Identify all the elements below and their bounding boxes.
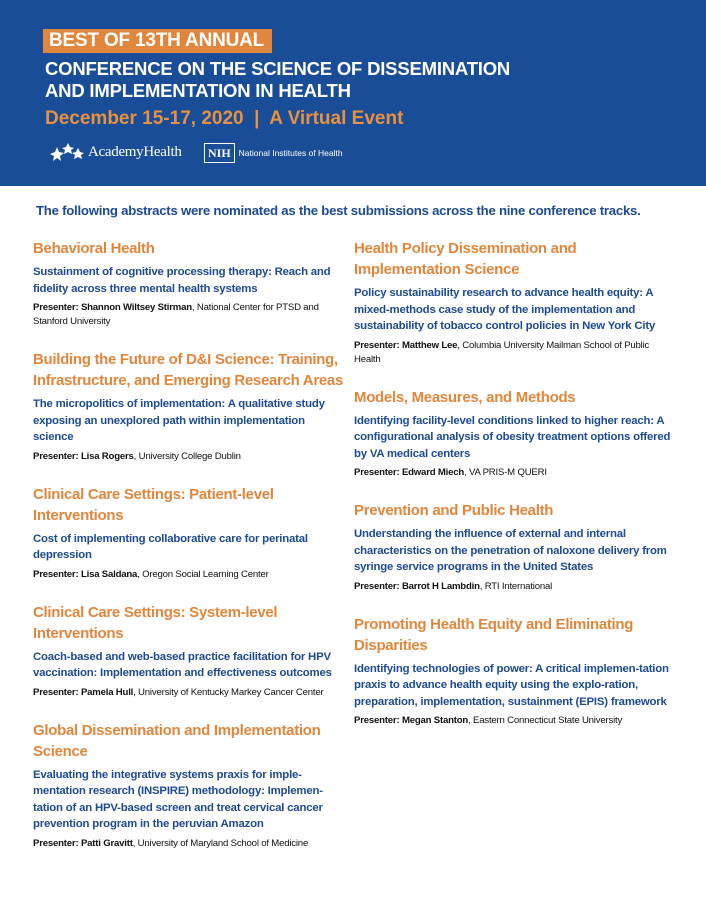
track-clinical-system-level xyxy=(33,602,343,700)
presenter-label: Presenter: xyxy=(33,686,79,698)
presenter-affiliation: , Oregon Social Learning Center xyxy=(137,568,269,580)
presenter-affiliation: , University of Maryland School of Medicine xyxy=(132,837,309,849)
presenter-affiliation: , University College Dublin xyxy=(133,450,241,462)
presenter-affiliation: , University of Kentucky Markey Cancer Center xyxy=(133,686,324,698)
presenter-name: Edward Miech xyxy=(401,467,465,478)
abstract-title: Cost of implementing collaborative care for perinatal depression xyxy=(33,532,308,561)
track-title: Building the Future of D&I Science: Training, Infrastructure, and Emerging Research Areas xyxy=(33,351,343,389)
right-column xyxy=(354,238,674,748)
track-future-di-science xyxy=(33,349,343,464)
intro-text: The following abstracts were nominated as the best submissions across the nine conference tracks. xyxy=(36,203,641,218)
presenter-line xyxy=(354,714,674,728)
presenter-line xyxy=(33,450,343,464)
presenter-name: Megan Stanton xyxy=(401,715,469,726)
presenter-label: Presenter: xyxy=(354,339,400,351)
track-prevention-public-health xyxy=(354,500,674,594)
presenter-line xyxy=(354,580,674,594)
abstract-title: Evaluating the integrative systems praxis for imple-mentation research (INSPIRE) methodology: Implemen-tation of an HPV-based screen and treat cervical cancer prevention program in the peruvian Amazon xyxy=(33,768,323,830)
presenter-label: Presenter: xyxy=(354,467,400,478)
presenter-label: Presenter: xyxy=(354,580,400,592)
conference-title xyxy=(45,58,510,102)
presenter-label: Presenter: xyxy=(33,450,79,462)
presenter-label: Presenter: xyxy=(354,715,400,726)
track-behavioral-health xyxy=(33,238,343,329)
abstract-title: Identifying facility-level conditions linked to higher reach: A configurational analysis of obesity treatment options offered by VA medical centers xyxy=(354,414,671,460)
track-title: Prevention and Public Health xyxy=(354,502,554,519)
track-title: Models, Measures, and Methods xyxy=(354,388,576,406)
abstract-title: Policy sustainability research to advance health equity: A mixed-methods case study of the implementation and sustainability of tobacco control policies in New York City xyxy=(354,287,656,332)
academyhealth-wordmark: AcademyHealth xyxy=(88,143,182,160)
presenter-affiliation: , RTI International xyxy=(479,580,553,592)
track-models-measures-methods xyxy=(354,387,674,481)
abstract-title: The micropolitics of implementation: A qualitative study exposing an unexplored path within implementation science xyxy=(33,398,325,443)
track-title: Behavioral Health xyxy=(33,240,155,257)
presenter-name: Pamela Hull xyxy=(80,686,134,698)
presenter-label: Presenter: xyxy=(33,837,79,849)
presenter-label: Presenter: xyxy=(33,302,79,313)
stars-icon xyxy=(46,142,84,162)
title-line-2: AND IMPLEMENTATION IN HEALTH xyxy=(45,80,351,101)
track-global-di-science xyxy=(33,720,343,851)
presenter-line xyxy=(33,837,343,851)
event-dates: December 15-17, 2020 | A Virtual Event xyxy=(45,108,404,129)
track-clinical-patient-level xyxy=(33,484,343,582)
header-banner xyxy=(0,0,706,186)
track-title: Global Dissemination and Implementation Science xyxy=(33,721,321,760)
presenter-affiliation: , Eastern Connecticut State University xyxy=(468,715,623,726)
track-health-policy xyxy=(354,238,674,367)
presenter-affiliation: , VA PRIS-M QUERI xyxy=(464,467,547,478)
presenter-name: Matthew Lee xyxy=(401,339,458,351)
abstract-title: Sustainment of cognitive processing therapy: Reach and fidelity across three mental health systems xyxy=(33,266,331,295)
track-title: Promoting Health Equity and Eliminating Disparities xyxy=(354,615,634,654)
track-title: Clinical Care Settings: Patient-level Interventions xyxy=(33,485,274,524)
academyhealth-logo xyxy=(46,141,182,163)
presenter-line xyxy=(33,686,343,700)
presenter-line xyxy=(354,339,674,367)
presenter-name: Lisa Rogers xyxy=(80,450,134,462)
abstract-title: Understanding the influence of external and internal characteristics on the penetration of naloxone delivery from syringe service programs in the United States xyxy=(354,528,667,573)
presenter-name: Patti Gravitt xyxy=(80,837,133,849)
presenter-name: Barrot H Lambdin xyxy=(401,580,480,592)
presenter-label: Presenter: xyxy=(33,568,79,580)
presenter-name: Shannon Wiltsey Stirman xyxy=(80,302,192,313)
abstract-title: Identifying technologies of power: A critical implemen-tation praxis to advance health equity using the explo-ration, preparation, implementation, sustainment (EPIS) framework xyxy=(354,662,669,708)
nih-wordmark: National Institutes of Health xyxy=(238,148,343,158)
presenter-line xyxy=(33,301,343,329)
presenter-line xyxy=(354,466,674,480)
presenter-affiliation: , National Center for PTSD and Stanford University xyxy=(33,302,319,327)
left-column xyxy=(33,238,343,871)
track-title: Clinical Care Settings: System-level Interventions xyxy=(33,603,278,642)
nih-mark: NIH xyxy=(204,143,235,163)
presenter-name: Lisa Saldana xyxy=(80,568,138,580)
presenter-line xyxy=(33,568,343,582)
nih-logo xyxy=(204,142,343,164)
track-title: Health Policy Dissemination and Implementation Science xyxy=(354,240,577,278)
presenter-affiliation: , Columbia University Mailman School of Public Health xyxy=(354,339,650,365)
track-health-equity xyxy=(354,614,674,729)
conference-badge: BEST OF 13TH ANNUAL xyxy=(43,29,272,53)
abstract-title: Coach-based and web-based practice facilitation for HPV vaccination: Implementation and effectiveness outcomes xyxy=(33,650,332,679)
title-line-1: CONFERENCE ON THE SCIENCE OF DISSEMINATION xyxy=(45,58,511,79)
